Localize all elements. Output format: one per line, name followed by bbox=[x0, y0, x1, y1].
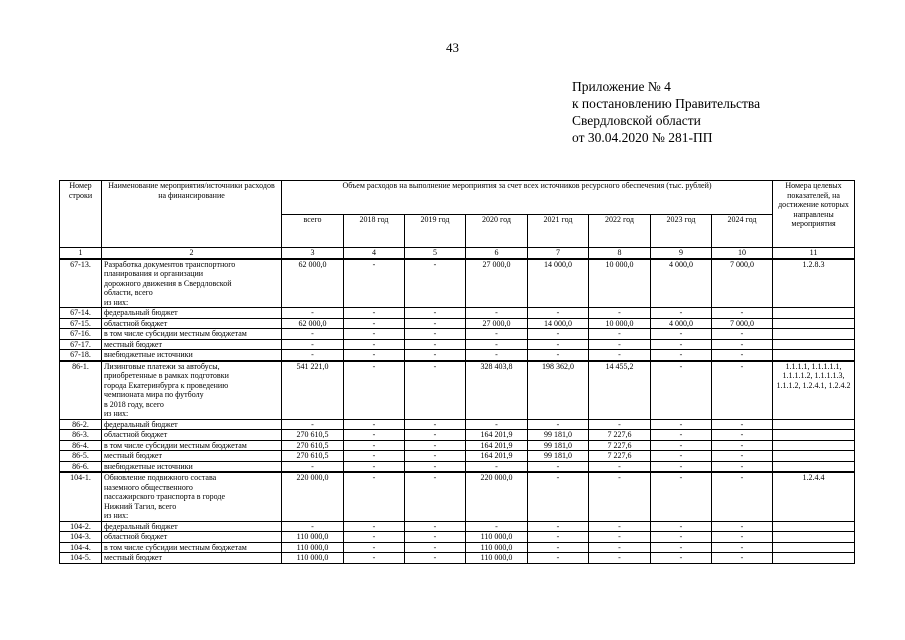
appendix-title: Приложение № 4 bbox=[572, 79, 671, 94]
amount-cell: - bbox=[589, 329, 651, 340]
expenses-table bbox=[59, 180, 855, 564]
item-name-line: области, всего bbox=[104, 288, 153, 297]
amount-cell: 164 201,9 bbox=[466, 440, 528, 451]
amount-cell: 164 201,9 bbox=[466, 430, 528, 441]
amount-cell: - bbox=[712, 361, 773, 420]
amount-cell: 541 221,0 bbox=[282, 361, 344, 420]
amount-cell: - bbox=[344, 308, 405, 319]
amount-cell: 7 227,6 bbox=[589, 430, 651, 441]
amount-cell: - bbox=[282, 339, 344, 350]
amount-cell: - bbox=[589, 532, 651, 543]
row-number: 67-16. bbox=[60, 329, 102, 340]
amount-cell: - bbox=[712, 440, 773, 451]
item-name-line: наземного общественного bbox=[104, 482, 193, 492]
amount-cell: - bbox=[528, 521, 589, 532]
table-row bbox=[60, 542, 855, 553]
source-name: внебюджетные источники bbox=[102, 350, 282, 361]
row-number: 104-2. bbox=[60, 521, 102, 532]
amount-cell: - bbox=[712, 350, 773, 361]
amount-cell: 27 000,0 bbox=[466, 318, 528, 329]
amount-cell: - bbox=[651, 430, 712, 441]
amount-cell: - bbox=[528, 472, 589, 521]
target-indicators bbox=[773, 542, 855, 553]
amount-cell: 270 610,5 bbox=[282, 451, 344, 462]
amount-cell: - bbox=[405, 532, 466, 543]
target-indicators bbox=[773, 440, 855, 451]
amount-cell: - bbox=[405, 472, 466, 521]
amount-cell: - bbox=[344, 532, 405, 543]
amount-cell: - bbox=[405, 350, 466, 361]
amount-cell: 164 201,9 bbox=[466, 451, 528, 462]
table-body bbox=[60, 259, 855, 564]
target-indicators bbox=[773, 553, 855, 564]
amount-cell: 328 403,8 bbox=[466, 361, 528, 420]
item-name-line: в 2018 году, всего bbox=[104, 399, 164, 409]
column-number: 4 bbox=[344, 248, 405, 259]
amount-cell: - bbox=[405, 440, 466, 451]
target-indicators bbox=[773, 350, 855, 361]
row-number: 86-6. bbox=[60, 461, 102, 472]
amount-cell: 99 181,0 bbox=[528, 440, 589, 451]
amount-cell: 110 000,0 bbox=[466, 542, 528, 553]
source-name: внебюджетные источники bbox=[102, 461, 282, 472]
row-number: 86-3. bbox=[60, 430, 102, 441]
amount-cell: - bbox=[344, 430, 405, 441]
column-number: 3 bbox=[282, 248, 344, 259]
source-name: местный бюджет bbox=[102, 553, 282, 564]
item-name-line: из них: bbox=[104, 511, 129, 520]
source-name: областной бюджет bbox=[102, 318, 282, 329]
amount-cell: - bbox=[405, 461, 466, 472]
amount-cell: - bbox=[282, 350, 344, 361]
amount-cell: 27 000,0 bbox=[466, 259, 528, 308]
source-name: местный бюджет bbox=[102, 451, 282, 462]
amount-cell: - bbox=[344, 259, 405, 308]
item-name-line: чемпионата мира по футболу bbox=[104, 390, 204, 399]
column-number: 10 bbox=[712, 248, 773, 259]
row-number: 86-5. bbox=[60, 451, 102, 462]
target-indicators bbox=[773, 339, 855, 350]
amount-cell: 4 000,0 bbox=[651, 259, 712, 308]
item-name-line: из них: bbox=[104, 409, 129, 418]
amount-cell: - bbox=[344, 329, 405, 340]
amount-cell: - bbox=[528, 542, 589, 553]
amount-cell: - bbox=[344, 339, 405, 350]
row-number: 67-15. bbox=[60, 318, 102, 329]
target-indicators: 1.2.8.3 bbox=[773, 259, 855, 308]
amount-cell: - bbox=[651, 542, 712, 553]
amount-cell: - bbox=[712, 419, 773, 430]
amount-cell: - bbox=[651, 461, 712, 472]
row-number: 67-18. bbox=[60, 350, 102, 361]
table-row bbox=[60, 472, 855, 521]
amount-cell: - bbox=[712, 532, 773, 543]
source-name: местный бюджет bbox=[102, 339, 282, 350]
amount-cell: - bbox=[651, 532, 712, 543]
table-row bbox=[60, 532, 855, 543]
target-indicators bbox=[773, 521, 855, 532]
source-name: в том числе субсидии местным бюджетам bbox=[102, 329, 282, 340]
item-name bbox=[102, 259, 282, 308]
amount-cell: - bbox=[466, 461, 528, 472]
amount-cell: - bbox=[344, 419, 405, 430]
amount-cell: - bbox=[589, 461, 651, 472]
item-name-line: из них: bbox=[104, 297, 129, 307]
amount-cell: - bbox=[405, 361, 466, 420]
amount-cell: - bbox=[651, 339, 712, 350]
source-name: в том числе субсидии местным бюджетам bbox=[102, 440, 282, 451]
item-name-line: Разработка документов транспортного bbox=[104, 259, 236, 269]
table-row bbox=[60, 350, 855, 361]
amount-cell: - bbox=[712, 339, 773, 350]
amount-cell: - bbox=[466, 350, 528, 361]
target-indicators bbox=[773, 308, 855, 319]
amount-cell: 270 610,5 bbox=[282, 430, 344, 441]
table-row bbox=[60, 521, 855, 532]
amount-cell: - bbox=[712, 461, 773, 472]
amount-cell: - bbox=[651, 329, 712, 340]
amount-cell: - bbox=[651, 553, 712, 564]
column-number: 11 bbox=[773, 248, 855, 259]
amount-cell: - bbox=[344, 440, 405, 451]
target-indicators bbox=[773, 532, 855, 543]
table-row bbox=[60, 259, 855, 308]
item-name-line: города Екатеринбурга к проведению bbox=[104, 380, 229, 390]
table-row bbox=[60, 308, 855, 319]
amount-cell: - bbox=[651, 308, 712, 319]
row-number: 104-1. bbox=[60, 472, 102, 521]
column-number: 9 bbox=[651, 248, 712, 259]
amount-cell: - bbox=[405, 339, 466, 350]
amount-cell: - bbox=[651, 451, 712, 462]
amount-cell: - bbox=[466, 329, 528, 340]
amount-cell: - bbox=[344, 318, 405, 329]
page-number: 43 bbox=[446, 40, 459, 55]
appendix-line-2: к постановлению Правительства bbox=[572, 96, 761, 111]
amount-cell: - bbox=[712, 521, 773, 532]
column-number: 5 bbox=[405, 248, 466, 259]
item-name-line: планирования и организации bbox=[104, 269, 204, 278]
amount-cell: 14 000,0 bbox=[528, 259, 589, 308]
row-number: 67-13. bbox=[60, 259, 102, 308]
amount-cell: - bbox=[528, 532, 589, 543]
header-total: всего bbox=[282, 214, 344, 248]
header-2020: 2020 год bbox=[466, 214, 528, 248]
amount-cell: 4 000,0 bbox=[651, 318, 712, 329]
amount-cell: 110 000,0 bbox=[282, 553, 344, 564]
amount-cell: - bbox=[651, 361, 712, 420]
amount-cell: 7 227,6 bbox=[589, 451, 651, 462]
appendix-header bbox=[572, 78, 760, 146]
amount-cell: - bbox=[651, 521, 712, 532]
appendix-date: от 30.04.2020 № 281-ПП bbox=[572, 130, 713, 145]
amount-cell: - bbox=[344, 350, 405, 361]
item-name-line: дорожного движения в Свердловской bbox=[104, 278, 232, 288]
amount-cell: - bbox=[589, 350, 651, 361]
table-row bbox=[60, 339, 855, 350]
amount-cell: - bbox=[405, 542, 466, 553]
source-name: областной бюджет bbox=[102, 532, 282, 543]
amount-cell: - bbox=[651, 350, 712, 361]
amount-cell: - bbox=[712, 451, 773, 462]
amount-cell: - bbox=[405, 308, 466, 319]
amount-cell: - bbox=[712, 329, 773, 340]
amount-cell: 7 227,6 bbox=[589, 440, 651, 451]
amount-cell: - bbox=[712, 553, 773, 564]
table-row bbox=[60, 440, 855, 451]
appendix-line-3: Свердловской области bbox=[572, 113, 701, 128]
column-number: 1 bbox=[60, 248, 102, 259]
target-indicators bbox=[773, 430, 855, 441]
amount-cell: - bbox=[589, 472, 651, 521]
amount-cell: - bbox=[712, 308, 773, 319]
amount-cell: 7 000,0 bbox=[712, 259, 773, 308]
amount-cell: - bbox=[466, 521, 528, 532]
amount-cell: 110 000,0 bbox=[466, 532, 528, 543]
item-name bbox=[102, 472, 282, 521]
column-number: 7 bbox=[528, 248, 589, 259]
amount-cell: - bbox=[528, 419, 589, 430]
amount-cell: - bbox=[466, 419, 528, 430]
amount-cell: - bbox=[282, 521, 344, 532]
amount-cell: - bbox=[282, 329, 344, 340]
amount-cell: 110 000,0 bbox=[282, 542, 344, 553]
amount-cell: - bbox=[344, 553, 405, 564]
amount-cell: 220 000,0 bbox=[466, 472, 528, 521]
amount-cell: - bbox=[528, 461, 589, 472]
column-number: 6 bbox=[466, 248, 528, 259]
header-2018: 2018 год bbox=[344, 214, 405, 248]
amount-cell: - bbox=[344, 361, 405, 420]
item-name-line: пассажирского транспорта в городе bbox=[104, 492, 226, 501]
amount-cell: - bbox=[712, 430, 773, 441]
amount-cell: 270 610,5 bbox=[282, 440, 344, 451]
amount-cell: - bbox=[528, 308, 589, 319]
column-number: 2 bbox=[102, 248, 282, 259]
amount-cell: - bbox=[405, 419, 466, 430]
amount-cell: - bbox=[589, 542, 651, 553]
row-number: 86-2. bbox=[60, 419, 102, 430]
amount-cell: - bbox=[589, 339, 651, 350]
header-2022: 2022 год bbox=[589, 214, 651, 248]
header-row-number: Номер строки bbox=[60, 181, 102, 248]
amount-cell: - bbox=[282, 308, 344, 319]
amount-cell: - bbox=[528, 329, 589, 340]
amount-cell: - bbox=[344, 451, 405, 462]
amount-cell: - bbox=[528, 553, 589, 564]
row-number: 86-1. bbox=[60, 361, 102, 420]
amount-cell: - bbox=[405, 259, 466, 308]
amount-cell: - bbox=[528, 350, 589, 361]
amount-cell: - bbox=[344, 461, 405, 472]
amount-cell: 99 181,0 bbox=[528, 430, 589, 441]
item-name-line: приобретенные в рамках подготовки bbox=[104, 371, 229, 380]
source-name: в том числе субсидии местным бюджетам bbox=[102, 542, 282, 553]
amount-cell: 62 000,0 bbox=[282, 318, 344, 329]
amount-cell: - bbox=[405, 521, 466, 532]
amount-cell: 110 000,0 bbox=[466, 553, 528, 564]
target-indicators: 1.1.1.1, 1.1.1.1.1, 1.1.1.1.2, 1.1.1.1.3, 1.1.1.2, 1.2.4.1, 1.2.4.2 bbox=[773, 361, 855, 420]
item-name-line: Нижний Тагил, всего bbox=[104, 501, 177, 511]
amount-cell: - bbox=[589, 553, 651, 564]
row-number: 104-3. bbox=[60, 532, 102, 543]
column-numbers-row bbox=[60, 248, 855, 259]
amount-cell: 99 181,0 bbox=[528, 451, 589, 462]
table-row bbox=[60, 318, 855, 329]
amount-cell: - bbox=[589, 521, 651, 532]
row-number: 86-4. bbox=[60, 440, 102, 451]
source-name: областной бюджет bbox=[102, 430, 282, 441]
table-row bbox=[60, 430, 855, 441]
table-row bbox=[60, 419, 855, 430]
header-2024: 2024 год bbox=[712, 214, 773, 248]
amount-cell: - bbox=[405, 553, 466, 564]
row-number: 67-14. bbox=[60, 308, 102, 319]
amount-cell: 110 000,0 bbox=[282, 532, 344, 543]
row-number: 67-17. bbox=[60, 339, 102, 350]
header-row bbox=[60, 181, 855, 215]
amount-cell: - bbox=[405, 329, 466, 340]
amount-cell: - bbox=[344, 542, 405, 553]
amount-cell: 198 362,0 bbox=[528, 361, 589, 420]
column-number: 8 bbox=[589, 248, 651, 259]
item-name bbox=[102, 361, 282, 420]
target-indicators bbox=[773, 329, 855, 340]
item-name-line: Лизинговые платежи за автобусы, bbox=[104, 361, 220, 371]
amount-cell: - bbox=[466, 308, 528, 319]
amount-cell: 220 000,0 bbox=[282, 472, 344, 521]
amount-cell: - bbox=[405, 430, 466, 441]
target-indicators bbox=[773, 419, 855, 430]
amount-cell: - bbox=[528, 339, 589, 350]
row-number: 104-5. bbox=[60, 553, 102, 564]
amount-cell: - bbox=[282, 461, 344, 472]
amount-cell: - bbox=[589, 308, 651, 319]
amount-cell: - bbox=[405, 451, 466, 462]
amount-cell: 10 000,0 bbox=[589, 318, 651, 329]
table-row bbox=[60, 329, 855, 340]
header-targets: Номера целевых показателей, на достижение которых направлены мероприятия bbox=[773, 181, 855, 248]
item-name-line: Обновление подвижного состава bbox=[104, 473, 217, 482]
target-indicators: 1.2.4.4 bbox=[773, 472, 855, 521]
amount-cell: - bbox=[282, 419, 344, 430]
table-row bbox=[60, 461, 855, 472]
table-row bbox=[60, 451, 855, 462]
amount-cell: - bbox=[344, 472, 405, 521]
amount-cell: 14 455,2 bbox=[589, 361, 651, 420]
header-volume: Объем расходов на выполнение мероприятия за счет всех источников ресурсного обеспечения (тыс. рублей) bbox=[282, 181, 773, 215]
row-number: 104-4. bbox=[60, 542, 102, 553]
source-name: федеральный бюджет bbox=[102, 308, 282, 319]
amount-cell: 14 000,0 bbox=[528, 318, 589, 329]
header-2023: 2023 год bbox=[651, 214, 712, 248]
amount-cell: - bbox=[589, 419, 651, 430]
header-name: Наименование мероприятия/источники расходов на финансирование bbox=[102, 181, 282, 248]
amount-cell: - bbox=[466, 339, 528, 350]
table-row bbox=[60, 553, 855, 564]
target-indicators bbox=[773, 461, 855, 472]
amount-cell: - bbox=[405, 318, 466, 329]
amount-cell: - bbox=[712, 542, 773, 553]
amount-cell: - bbox=[344, 521, 405, 532]
amount-cell: - bbox=[651, 472, 712, 521]
target-indicators bbox=[773, 451, 855, 462]
amount-cell: - bbox=[651, 440, 712, 451]
header-2021: 2021 год bbox=[528, 214, 589, 248]
amount-cell: 10 000,0 bbox=[589, 259, 651, 308]
amount-cell: - bbox=[651, 419, 712, 430]
source-name: федеральный бюджет bbox=[102, 419, 282, 430]
source-name: федеральный бюджет bbox=[102, 521, 282, 532]
amount-cell: - bbox=[712, 472, 773, 521]
header-2019: 2019 год bbox=[405, 214, 466, 248]
amount-cell: 7 000,0 bbox=[712, 318, 773, 329]
amount-cell: 62 000,0 bbox=[282, 259, 344, 308]
table-row bbox=[60, 361, 855, 420]
target-indicators bbox=[773, 318, 855, 329]
